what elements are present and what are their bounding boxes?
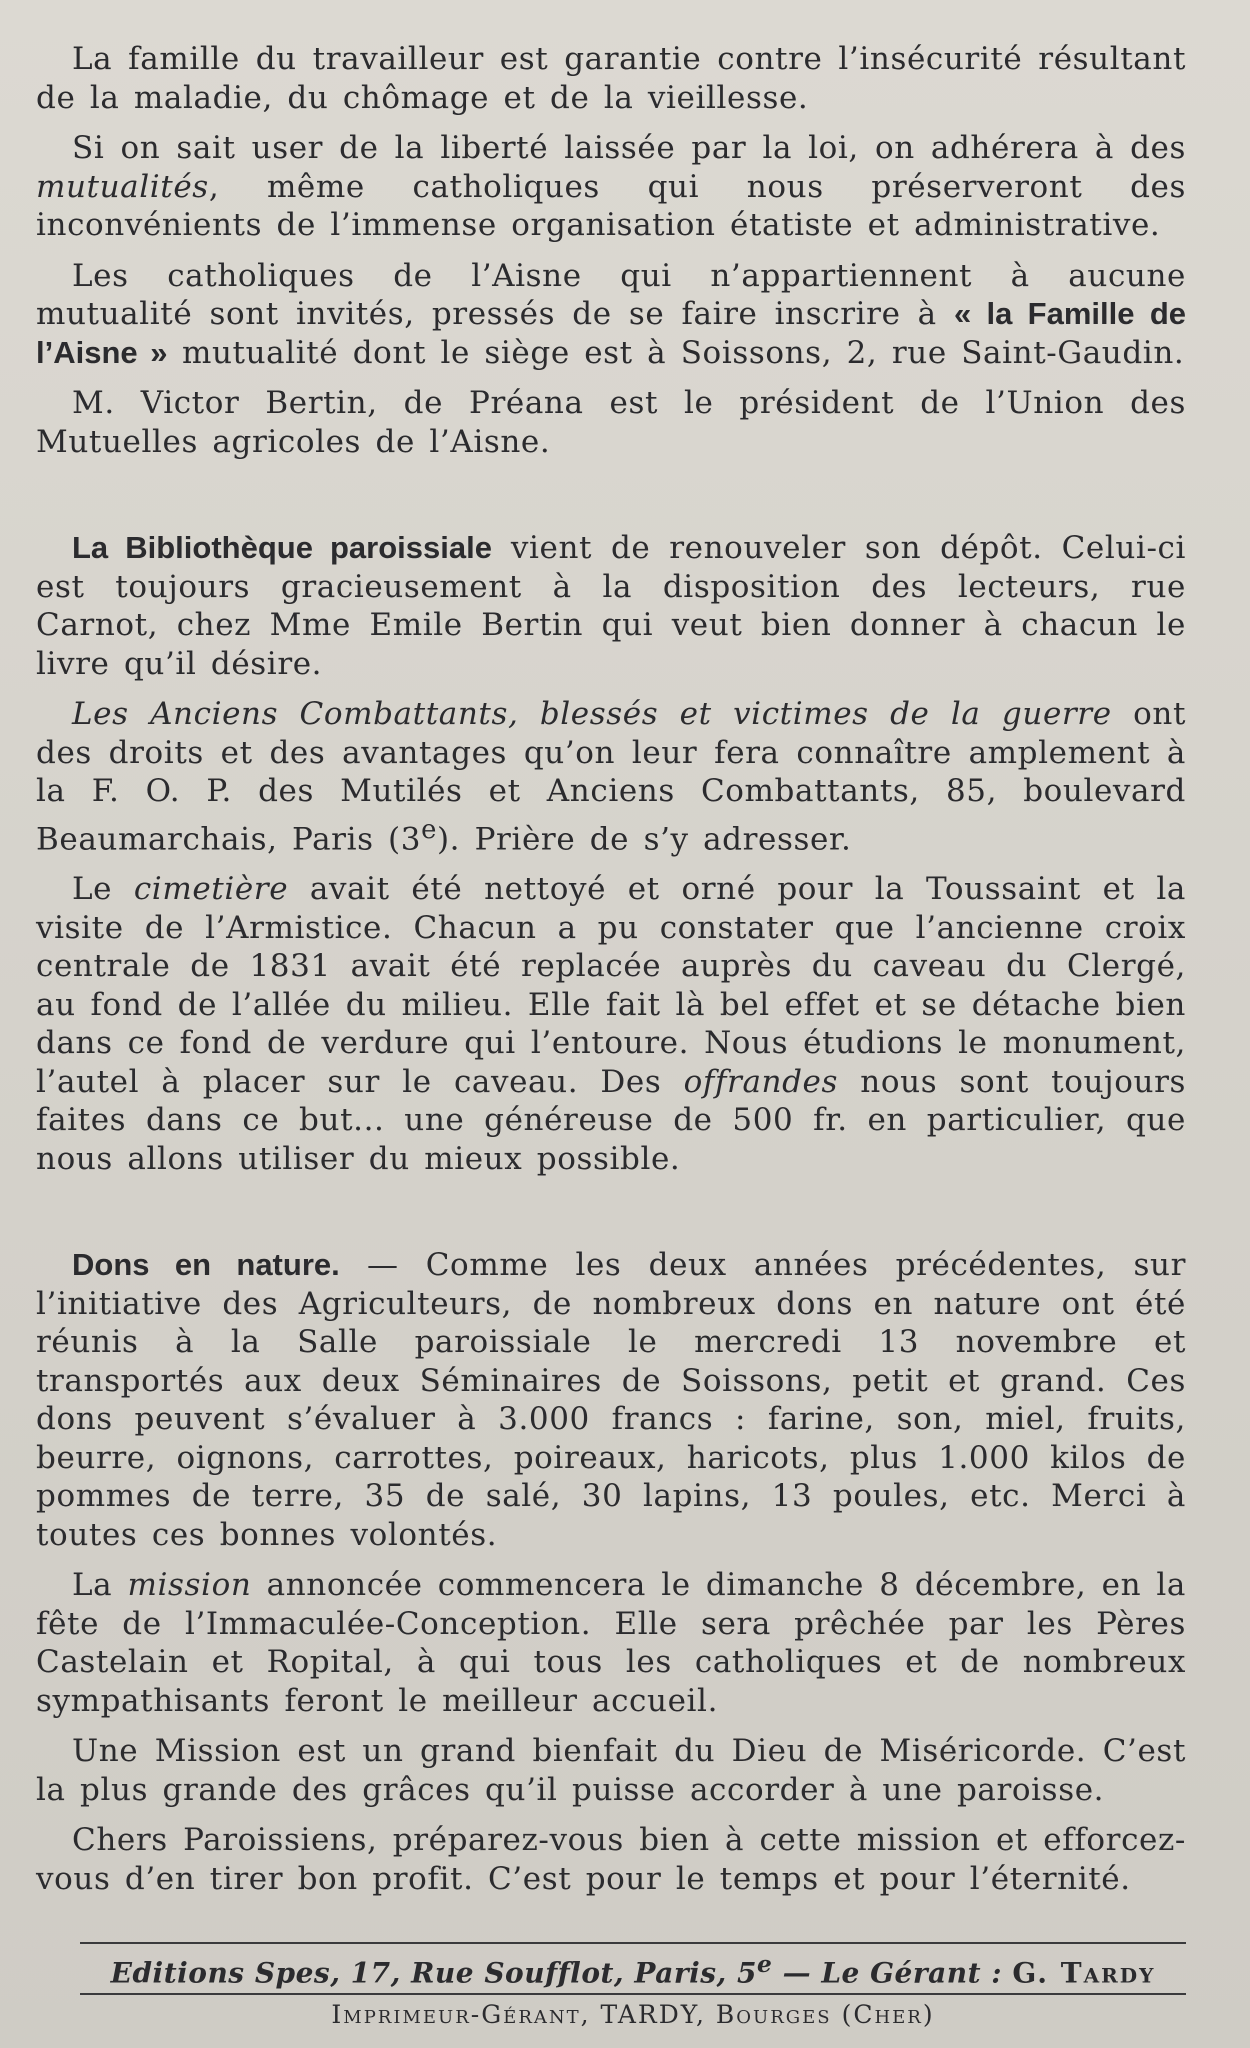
paragraph-dons-en-nature: Dons en nature. — Comme les deux années précédentes, sur l’initiative des Agriculteurs, de nombreux dons en nature ont été réunis à la Salle paroissiale le mercredi 13 novembre et transportés aux deux Séminaires de Soissons, petit et grand. Ces dons peuvent s’évaluer à 3.000 francs : farine, son, miel, fruits, beurre, oignons, carrottes, poireaux, haricots, plus 1.000 kilos de pommes de terre, 35 de salé, 30 lapins, 13 poules, etc. Merci à toutes ces bonnes volontés.	[36, 1247, 1186, 1553]
emphasis-famille-aisne: « la Famille de l’Aisne »	[36, 296, 1186, 370]
emphasis-mission: mission	[127, 1567, 252, 1604]
page-footer	[80, 1942, 1186, 2035]
heading-dons-en-nature: Dons en nature.	[72, 1247, 340, 1283]
paragraph-anciens-combattants: Les Anciens Combattants, blessés et victimes de la guerre ont des droits et des avantages qu’on leur fera connaître amplement à la F. O. P. des Mutilés et Anciens Combattants, 85, boulevard Beaumarchais, Paris (3e). Prière de s’y adresser.	[36, 696, 1186, 857]
paragraph-bibliotheque: La Bibliothèque paroissiale vient de renouveler son dépôt. Celui-ci est toujours gracieusement à la disposition des lecteurs, rue Carnot, chez Mme Emile Bertin qui veut bien donner à chacun le livre qu’il désire.	[36, 530, 1186, 682]
emphasis-mutualites: mutualités	[36, 168, 209, 205]
footer-publisher-line: Editions Spes, 17, Rue Soufflot, Paris, 5e — Le Gérant : G. Tardy	[110, 1950, 1156, 1990]
paragraph-bienfait: Une Mission est un grand bienfait du Dieu de Miséricorde. C’est la plus grande des grâces qu’il puisse accorder à une paroisse.	[36, 1733, 1186, 1808]
footer-printer-line: Imprimeur-Gérant, TARDY, Bourges (Cher)	[331, 2000, 935, 2030]
paragraph-mutualities: Si on sait user de la liberté laissée par la loi, on adhérera à des mutualités, même catholiques qui nous préserveront des inconvénients de l’immense organisation étatiste et administrative.	[36, 130, 1186, 243]
footer-manager-name: G. Tardy	[1012, 1956, 1156, 1990]
paragraph-famille-de-l-aisne: Les catholiques de l’Aisne qui n’appartiennent à aucune mutualité sont invités, pressés de se faire inscrire à « la Famille de l’Aisne » mutualité dont le siège est à Soissons, 2, rue Saint-Gaudin.	[36, 257, 1186, 371]
paragraph-family-security: La famille du travailleur est garantie contre l’insécurité résultant de la maladie, du chômage et de la vieillesse.	[36, 41, 1186, 116]
emphasis-cimetiere: cimetière	[133, 871, 289, 908]
emphasis-offrandes: offrandes	[683, 1063, 839, 1100]
paragraph-victor-bertin: M. Victor Bertin, de Préana est le président de l’Union des Mutuelles agricoles de l’Aisne.	[36, 385, 1186, 460]
paragraph-mission: La mission annoncée commencera le dimanche 8 décembre, en la fête de l’Immaculée-Conception. Elle sera prêchée par les Pères Castelain et Ropital, à qui tous les catholiques et de nombreux sympathisants feront le meilleur accueil.	[36, 1567, 1186, 1719]
heading-bibliotheque: La Bibliothèque paroissiale	[72, 530, 492, 565]
emphasis-anciens-combattants: Les Anciens Combattants, blessés et victimes de la guerre	[72, 696, 1112, 732]
paragraph-paroissiens: Chers Paroissiens, préparez-vous bien à cette mission et efforcez-vous d’en tirer bon profit. C’est pour le temps et pour l’éternité.	[36, 1822, 1186, 1897]
paragraph-cimetiere: Le cimetière avait été nettoyé et orné pour la Toussaint et la visite de l’Armistice. Chacun a pu constater que l’ancienne croix centrale de 1831 avait été replacée auprès du caveau du Clergé, au fond de l’allée du milieu. Elle fait là bel effet et se détache bien dans ce fond de verdure qui l’entoure. Nous étudions le monument, l’autel à placer sur le caveau. Des offrandes nous sont toujours faites dans ce but... une généreuse de 500 fr. en particulier, que nous allons utiliser du mieux possible.	[36, 871, 1187, 1177]
